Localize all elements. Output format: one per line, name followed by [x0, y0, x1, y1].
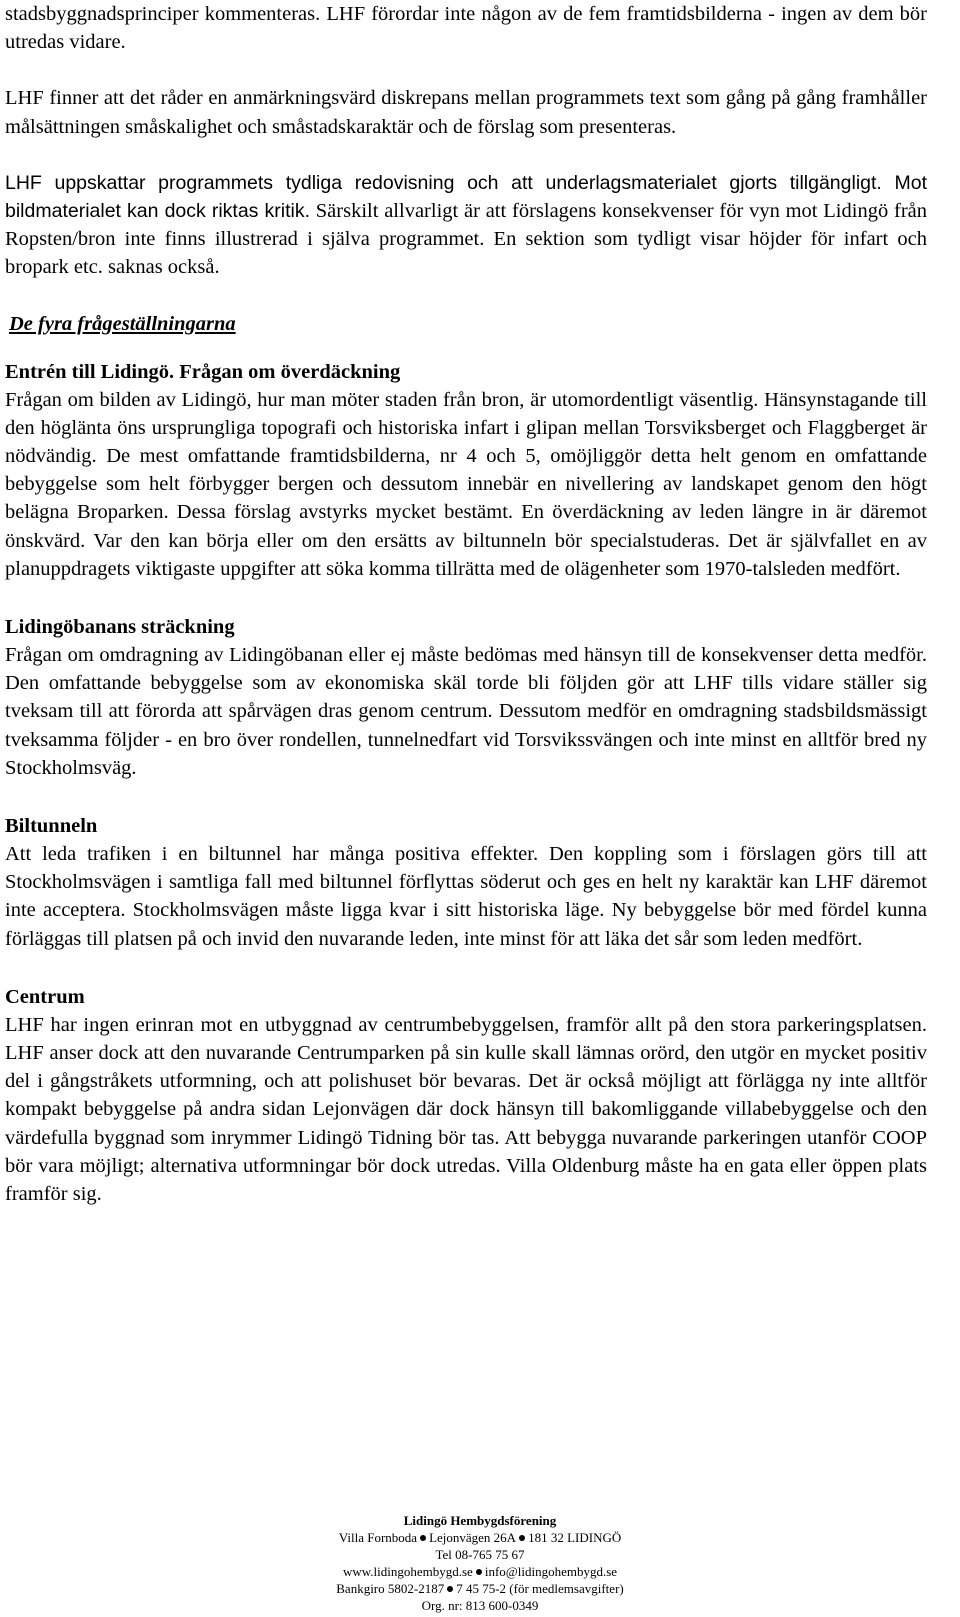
- footer-address-street: Lejonvägen 26A: [429, 1530, 517, 1545]
- footer-address-city: 181 32 LIDINGÖ: [528, 1530, 622, 1545]
- bullet-icon: [519, 1535, 525, 1541]
- bullet-icon: [476, 1569, 482, 1575]
- footer-membership: 7 45 75-2 (för medlemsavgifter): [456, 1581, 624, 1596]
- section-heading: Centrum: [5, 985, 85, 1008]
- letterhead-footer: [0, 1512, 960, 1614]
- footer-website-link[interactable]: www.lidingohembygd.se: [342, 1564, 473, 1579]
- section-text: Att leda trafiken i en biltunnel har många positiva effekter. Den koppling som i förslagen görs till att Stockholmsvägen i samtliga fall med biltunnel förflyttas söderut och ges en helt ny karaktär kan LHF däremot inte acceptera. Stockholmsvägen måste ligga kvar i sitt historiska läge. Ny bebyggelse bör med fördel kunna förläggas till platsen på och invid den nuvarande leden, inte minst för att läka det sår som leden medfört.: [5, 843, 927, 950]
- intro-paragraph: stadsbyggnadsprinciper kommenteras. LHF förordar inte någon av de fem framtidsbilderna - ingen av dem bör utredas vidare.: [5, 3, 927, 54]
- document-page: [5, 0, 927, 1208]
- section-centrum: [5, 983, 927, 1208]
- section-biltunneln: [5, 812, 927, 953]
- appreciation-paragraph: [5, 169, 927, 282]
- footer-email-link[interactable]: info@lidingohembygd.se: [484, 1564, 618, 1579]
- footer-address: [0, 1529, 960, 1546]
- section-lidingobanan: [5, 613, 927, 782]
- section-heading: Biltunneln: [5, 815, 98, 838]
- discrepancy-paragraph: LHF finner att det råder en anmärkningsvärd diskrepans mellan programmets text som gång på gång framhåller målsättningen småskalighet och småstadskaraktär och de förslag som presenteras.: [5, 87, 927, 138]
- appreciation-sans-text: LHF uppskattar programmets tydliga redovisning och att underlagsmaterialet gjorts tillgängligt. Mot bildmaterialet kan dock riktas kritik.: [5, 171, 927, 223]
- footer-org-number: Org. nr: 813 600-0349: [421, 1598, 539, 1613]
- footer-web: [0, 1563, 960, 1580]
- section-text: Frågan om omdragning av Lidingöbanan eller ej måste bedömas med hänsyn till de konsekvenser detta medför. Den omfattande bebyggelse som av ekonomiska skäl torde bli följden gör att LHF tills vidare ställer sig tveksam till att förorda att spårvägen dras genom centrum. Dessutom medför en omdragning stadsbildsmässigt tveksamma följder - en bro över rondellen, tunnelnedfart vid Torsvikssvängen och inte minst en alltför bred ny Stockholmsväg.: [5, 644, 927, 779]
- footer-address-place: Villa Fornboda: [338, 1530, 418, 1545]
- section-heading: Entrén till Lidingö. Frågan om överdäckning: [5, 360, 401, 383]
- appreciation-serif-text: Särskilt allvarligt är att förslagens konsekvenser för vyn mot Lidingö från Ropsten/bron inte finns illustrerad i själva programmet. En sektion som tydligt visar höjder för infart och bropark etc. saknas också.: [5, 200, 927, 279]
- bullet-icon: [420, 1535, 426, 1541]
- section-entren: [5, 358, 927, 583]
- footer-bankgiro: Bankgiro 5802-2187: [336, 1581, 445, 1596]
- footer-bank: [0, 1580, 960, 1597]
- section-heading: Lidingöbanans sträckning: [5, 616, 235, 639]
- footer-phone: Tel 08-765 75 67: [435, 1547, 525, 1562]
- section-text: LHF har ingen erinran mot en utbyggnad av centrumbebyggelsen, framför allt på den stora parkeringsplatsen. LHF anser dock att den nuvarande Centrumparken på sin kulle skall lämnas orörd, den utgör en mycket positiv del i gångstråkets utformning, och att polishuset bör bevaras. Det är också möjligt att förlägga ny inte alltför kompakt bebyggelse på andra sidan Lejonvägen där dock hänsyn till bakomliggande villabebyggelse och den värdefulla byggnad som inrymmer Lidingö Tidning bör tas. Att bebygga nuvarande parkeringen utanför COOP bör vara möjligt; alternativa utformningar bör dock utredas. Villa Oldenburg måste ha en gata eller öppen plats framför sig.: [5, 1013, 927, 1206]
- questions-heading: De fyra frågeställningarna: [9, 312, 236, 335]
- bullet-icon: [447, 1586, 453, 1592]
- footer-organization: Lidingö Hembygdsförening: [403, 1513, 557, 1528]
- section-text: Frågan om bilden av Lidingö, hur man möter staden från bron, är utomordentligt väsentlig. Hänsynstagande till den höglänta öns ursprungliga topografi och historiska infart i glipan mellan Torsviksberget och Flaggberget är nödvändig. De mest omfattande framtidsbilderna, nr 4 och 5, omöjliggör detta helt genom en omfattande bebyggelse som helt förbygger bergen och dessutom innebär en nivellering av landskapet genom den högt belägna Broparken. Dessa förslag avstyrks mycket bestämt. En överdäckning av leden längre in är däremot önskvärd. Var den kan börja eller om den ersätts av biltunneln bör specialstuderas. Det är självfallet en av planuppdragets viktigaste uppgifter att söka komma tillrätta med de olägenheter som 1970-talsleden medfört.: [5, 388, 927, 580]
